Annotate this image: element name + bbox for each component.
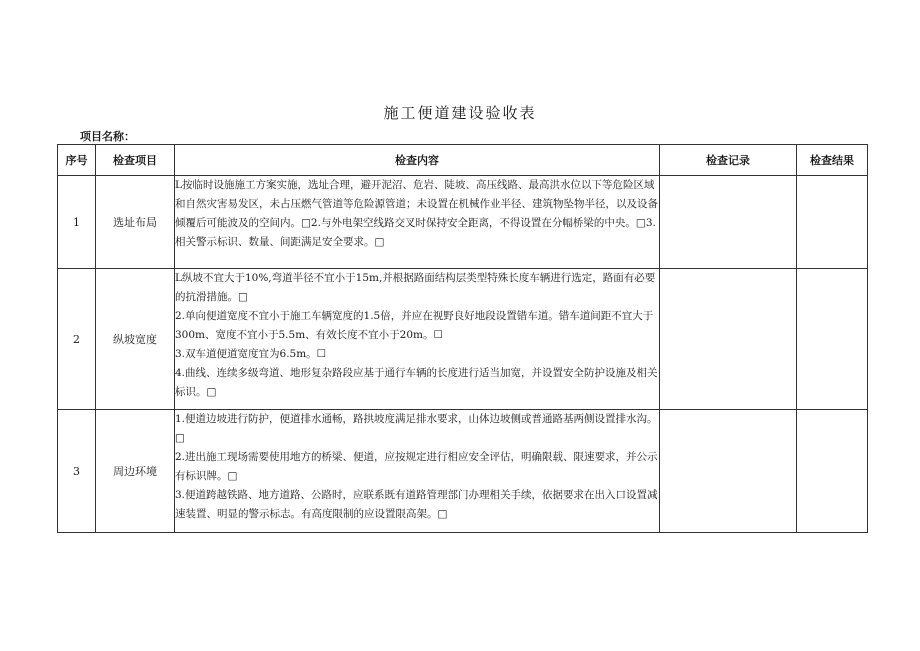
content-paragraph: L纵坡不宜大于10%,弯道半径不宜小于15m,并根据路面结构层类型特殊长度车辆进行选定，路面有必要的抗滑措施。□: [175, 272, 656, 303]
header-record: 检查记录: [660, 145, 797, 176]
table-row: [58, 269, 868, 410]
inspection-table: [57, 144, 868, 533]
header-item: 检查项目: [96, 145, 175, 176]
table-row: [58, 410, 868, 533]
row-number: 3: [58, 410, 96, 533]
row-content: [175, 176, 660, 269]
record-cell[interactable]: [660, 269, 797, 410]
header-content: 检查内容: [175, 145, 660, 176]
header-result: 检查结果: [797, 145, 868, 176]
row-content: [175, 410, 660, 533]
row-item: 周边环境: [96, 410, 175, 533]
record-cell[interactable]: [660, 176, 797, 269]
row-item: 纵坡宽度: [96, 269, 175, 410]
header-no: 序号: [58, 145, 96, 176]
document-title: 施工便道建设验收表: [383, 104, 537, 122]
content-paragraph: 1.便道边坡进行防护，便道排水通畅，路拱坡度满足排水要求，山体边坡侧或普通路基两侧设置排水沟。□: [175, 413, 658, 444]
result-cell[interactable]: [797, 269, 868, 410]
content-paragraph: 2.单向便道宽度不宜小于施工车辆宽度的1.5倍，并应在视野良好地段设置错车道。错车道间距不宜大于300m、宽度不宜小于5.5m、有效长度不宜小于20m。☐: [175, 310, 654, 341]
content-paragraph: 3.便道跨越铁路、地方道路、公路时，应联系既有道路管理部门办理相关手续，依据要求在出入口设置减速装置、明显的警示标志。有高度限制的应设置限高架。□: [175, 489, 658, 520]
row-content: [175, 269, 660, 410]
result-cell[interactable]: [797, 176, 868, 269]
content-paragraph: 4.曲线、连续多级弯道、地形复杂路段应基于通行车辆的长度进行适当加宽，并设置安全防护设施及相关标识。□: [175, 367, 658, 398]
content-paragraph: 2.进出施工现场需要使用地方的桥梁、便道，应按规定进行相应安全评估，明确限载、限速要求，并公示有标识牌。□: [175, 451, 658, 482]
result-cell[interactable]: [797, 410, 868, 533]
row-number: 2: [58, 269, 96, 410]
row-item: 选址布局: [96, 176, 175, 269]
table-header-row: [58, 145, 868, 176]
table-row: [58, 176, 868, 269]
content-paragraph: 3.双车道便道宽度宜为6.5m。☐: [175, 348, 327, 360]
row-number: 1: [58, 176, 96, 269]
content-paragraph: L按临时设施施工方案实施，选址合理，避开泥沼、危岩、陡坡、高压线路、最高洪水位以下等危险区域和自然灾害易发区，未占压燃气管道等危险源管道；未设置在机械作业半径、建筑物坠物半径，以及设备倾覆后可能波及的空间内。□2.与外电架空线路交叉时保持安全距离，不得设置在分幅桥梁的中央。□3.相关警示标识、数量、间距满足安全要求。□: [175, 179, 658, 248]
record-cell[interactable]: [660, 410, 797, 533]
project-name-label: 项目名称：: [80, 130, 135, 143]
